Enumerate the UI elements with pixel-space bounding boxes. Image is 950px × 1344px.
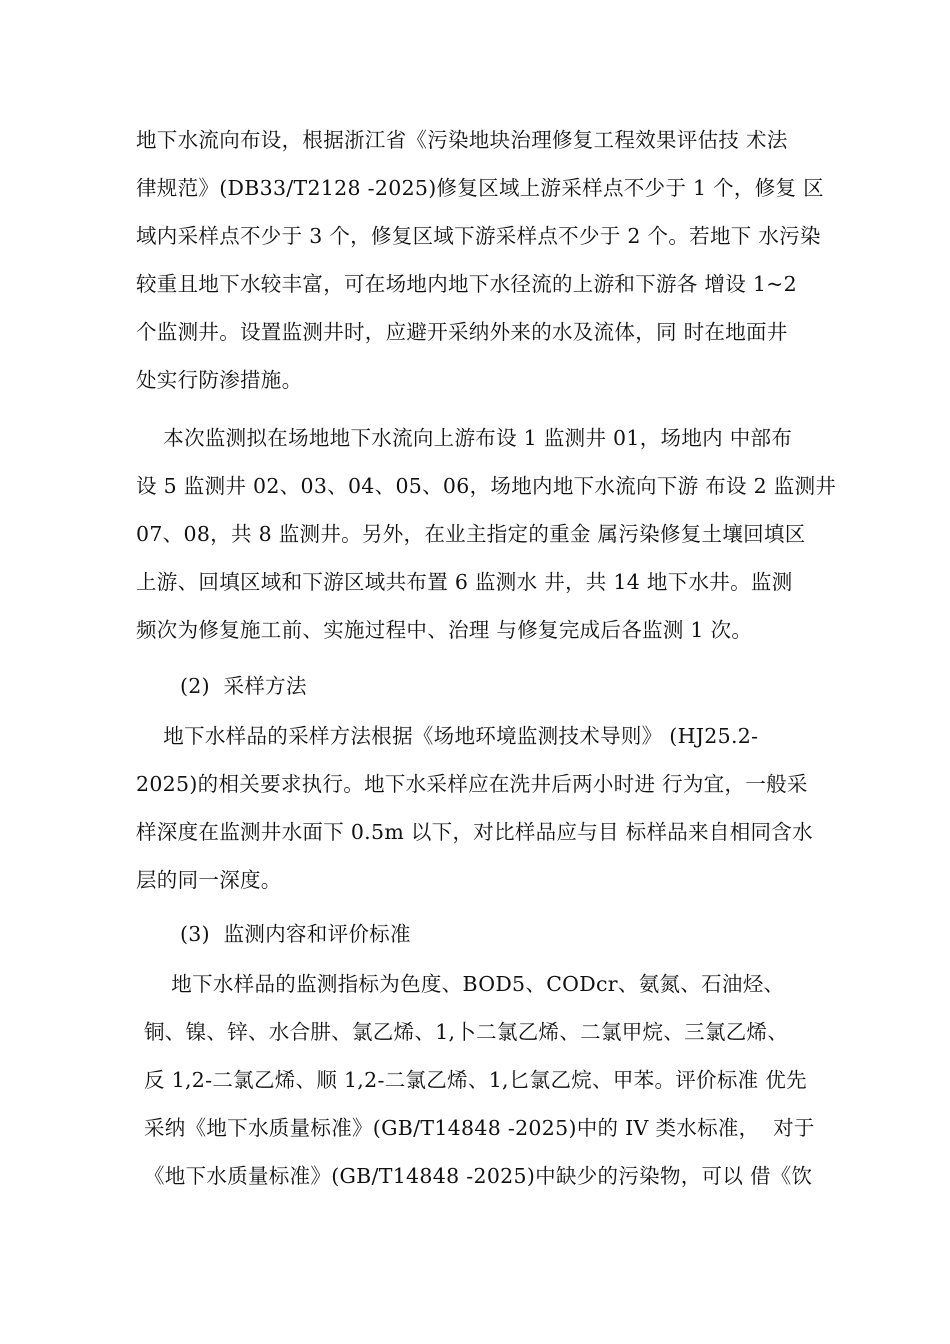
text-line: 律规范》(DB33/T2128 -2025)修复区域上游采样点不少于 1 个，修复 区 (136, 176, 824, 200)
text-line: 铜、镍、锌、水合肼、氯乙烯、1,卜二氯乙烯、二氯甲烷、三氯乙烯、 (144, 1020, 789, 1044)
text-line: 地下水流向布设，根据浙江省《污染地块治理修复工程效果评估技 术法 (136, 128, 788, 152)
text-line: 较重且地下水较丰富，可在场地内地下水径流的上游和下游各 增设 1~2 (136, 272, 797, 296)
text-line: 处实行防渗措施。 (136, 368, 303, 392)
text-line: 个监测井。设置监测井时，应避开采纳外来的水及流体，同 时在地面井 (136, 320, 788, 344)
section-heading-monitoring-content: (3) 监测内容和评价标准 (180, 922, 411, 946)
text-line: 采纳《地下水质量标准》(GB/T14848 -2025)中的 IV 类水标准， 对于 (144, 1116, 815, 1140)
text-line: 反 1,2-二氯乙烯、顺 1,2-二氯乙烯、1,匕氯乙烷、甲苯。评价标准 优先 (144, 1068, 807, 1092)
text-line: 域内采样点不少于 3 个，修复区域下游采样点不少于 2 个。若地下 水污染 (136, 224, 821, 248)
text-line: 层的同一深度。 (136, 868, 282, 892)
text-line: 本次监测拟在场地地下水流向上游布设 1 监测井 01，场地内 中部布 (136, 426, 793, 450)
text-line: 地下水样品的监测指标为色度、BOD5、CODcr、氨氮、石油烃、 (144, 972, 785, 996)
text-line: 《地下水质量标准》(GB/T14848 -2025)中缺少的污染物，可以 借《饮 (144, 1164, 813, 1188)
text-line: 地下水样品的采样方法根据《场地环境监测技术导则》 (HJ25.2- (136, 724, 759, 748)
text-line: 07、08，共 8 监测井。另外，在业主指定的重金 属污染修复土壤回填区 (136, 522, 806, 546)
text-line: 频次为修复施工前、实施过程中、治理 与修复完成后各监测 1 次。 (136, 618, 753, 642)
text-line: 样深度在监测井水面下 0.5m 以下，对比样品应与目 标样品来自相同含水 (136, 820, 813, 844)
text-line: 2025)的相关要求执行。地下水采样应在洗井后两小时进 行为宜，一般采 (136, 772, 808, 796)
text-line: 设 5 监测井 02、03、04、05、06，场地内地下水流向下游 布设 2 监测井 (136, 474, 837, 498)
text-line: 上游、回填区域和下游区域共布置 6 监测水 井，共 14 地下水井。监测 (136, 570, 793, 594)
section-heading-sampling-method: (2) 采样方法 (180, 674, 307, 698)
